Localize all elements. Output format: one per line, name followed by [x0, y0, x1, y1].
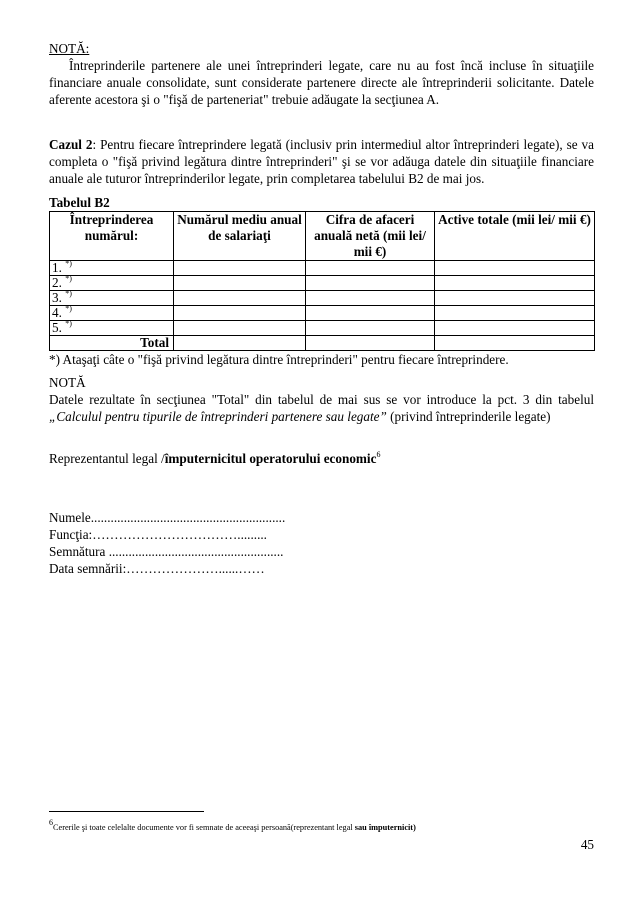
- cell-turnover[interactable]: [306, 291, 435, 306]
- table-row: [50, 291, 595, 306]
- table-note: *) Ataşaţi câte o "fişă privind legătura dintre întreprinderi" pentru fiecare întreprindere.: [49, 352, 509, 367]
- cell-turnover[interactable]: [306, 321, 435, 336]
- table-b2: [49, 211, 595, 351]
- table-row: [50, 321, 595, 336]
- cell-assets[interactable]: [435, 291, 595, 306]
- cell-turnover[interactable]: [306, 306, 435, 321]
- footnote-ref: 6: [376, 449, 381, 459]
- row-label: 5. *): [50, 321, 174, 336]
- function-field[interactable]: Funcţia:…………………………….........: [49, 527, 267, 542]
- row-label: 3. *): [50, 291, 174, 306]
- nota-section-1: [49, 40, 594, 108]
- nota-section-2: [49, 374, 594, 425]
- cell-employees[interactable]: [174, 321, 306, 336]
- row-label: 4. *): [50, 306, 174, 321]
- table-header-row: [50, 212, 595, 261]
- representative-bold: împuternicitul operatorului economic: [164, 451, 377, 466]
- header-total-assets: Active totale (mii lei/ mii €): [435, 212, 595, 261]
- header-turnover: Cifra de afaceri anuală netă (mii lei/ mii €): [306, 212, 435, 261]
- table-total-row: [50, 336, 595, 351]
- footnote: [49, 818, 416, 833]
- table-row: [50, 306, 595, 321]
- signature-field[interactable]: Semnătura .....................................................: [49, 544, 284, 559]
- total-assets[interactable]: [435, 336, 595, 351]
- footnote-text-bold: sau împuternicit): [354, 823, 416, 832]
- cell-turnover[interactable]: [306, 261, 435, 276]
- total-label: Total: [50, 336, 174, 351]
- caz2-section: [49, 136, 594, 187]
- caz2-label: Cazul 2: [49, 137, 93, 152]
- cell-employees[interactable]: [174, 306, 306, 321]
- signature-block: [49, 509, 594, 577]
- footnote-number: 6: [49, 818, 53, 828]
- footnote-divider: [49, 811, 204, 812]
- date-field[interactable]: Data semnării:…………………......……: [49, 561, 265, 576]
- table-row: [50, 261, 595, 276]
- page-number: 45: [580, 837, 594, 852]
- total-employees[interactable]: [174, 336, 306, 351]
- nota-text-2-end: (privind întreprinderile legate): [386, 409, 551, 424]
- cell-employees[interactable]: [174, 261, 306, 276]
- cell-assets[interactable]: [435, 261, 595, 276]
- header-employees: Numărul mediu anual de salariaţi: [174, 212, 306, 261]
- table-b2-section: [49, 194, 594, 368]
- representative-text: Reprezentantul legal /: [49, 451, 165, 466]
- header-enterprise-number: Întreprinderea numărul:: [50, 212, 174, 261]
- table-title: Tabelul B2: [49, 195, 110, 210]
- cell-employees[interactable]: [174, 276, 306, 291]
- cell-turnover[interactable]: [306, 276, 435, 291]
- representative-line: [49, 450, 594, 467]
- caz2-text: : Pentru fiecare întreprindere legată (inclusiv prin intermediul altor întreprinderi legate), se va completa o "fişă privind legătura dintre întreprinderi" şi se vor adăuga datele din situaţiile financiare anuale ale tuturor întreprinderilor legate, prin completarea tabelului B2 de mai jos.: [49, 137, 595, 186]
- cell-assets[interactable]: [435, 276, 595, 291]
- row-label: 1. *): [50, 261, 174, 276]
- footnote-text: Cererile şi toate celelalte documente vor fi semnate de aceeaşi persoană(reprezentant legal: [53, 823, 355, 832]
- nota-heading-1: NOTĂ:: [49, 41, 90, 56]
- row-label: 2. *): [50, 276, 174, 291]
- nota-text-2: Datele rezultate în secţiunea "Total" din tabelul de mai sus se vor introduce la pct. 3 din tabelul: [49, 392, 594, 407]
- table-row: [50, 276, 595, 291]
- cell-employees[interactable]: [174, 291, 306, 306]
- total-turnover[interactable]: [306, 336, 435, 351]
- name-field[interactable]: Numele...........................................................: [49, 510, 286, 525]
- nota-text-1: Întreprinderile partenere ale unei întreprinderi legate, care nu au fost încă incluse în situaţiile financiare anuale consolidate, sunt considerate partenere directe ale întreprinderii solicitante. Datele aferente acestora şi o "fişă de parteneriat" trebuie adăugate la secţiunea A.: [49, 58, 594, 107]
- cell-assets[interactable]: [435, 321, 595, 336]
- nota-text-2-italic: „Calculul pentru tipurile de întreprinderi partenere sau legate”: [49, 409, 387, 424]
- cell-assets[interactable]: [435, 306, 595, 321]
- nota-heading-2: NOTĂ: [49, 375, 86, 390]
